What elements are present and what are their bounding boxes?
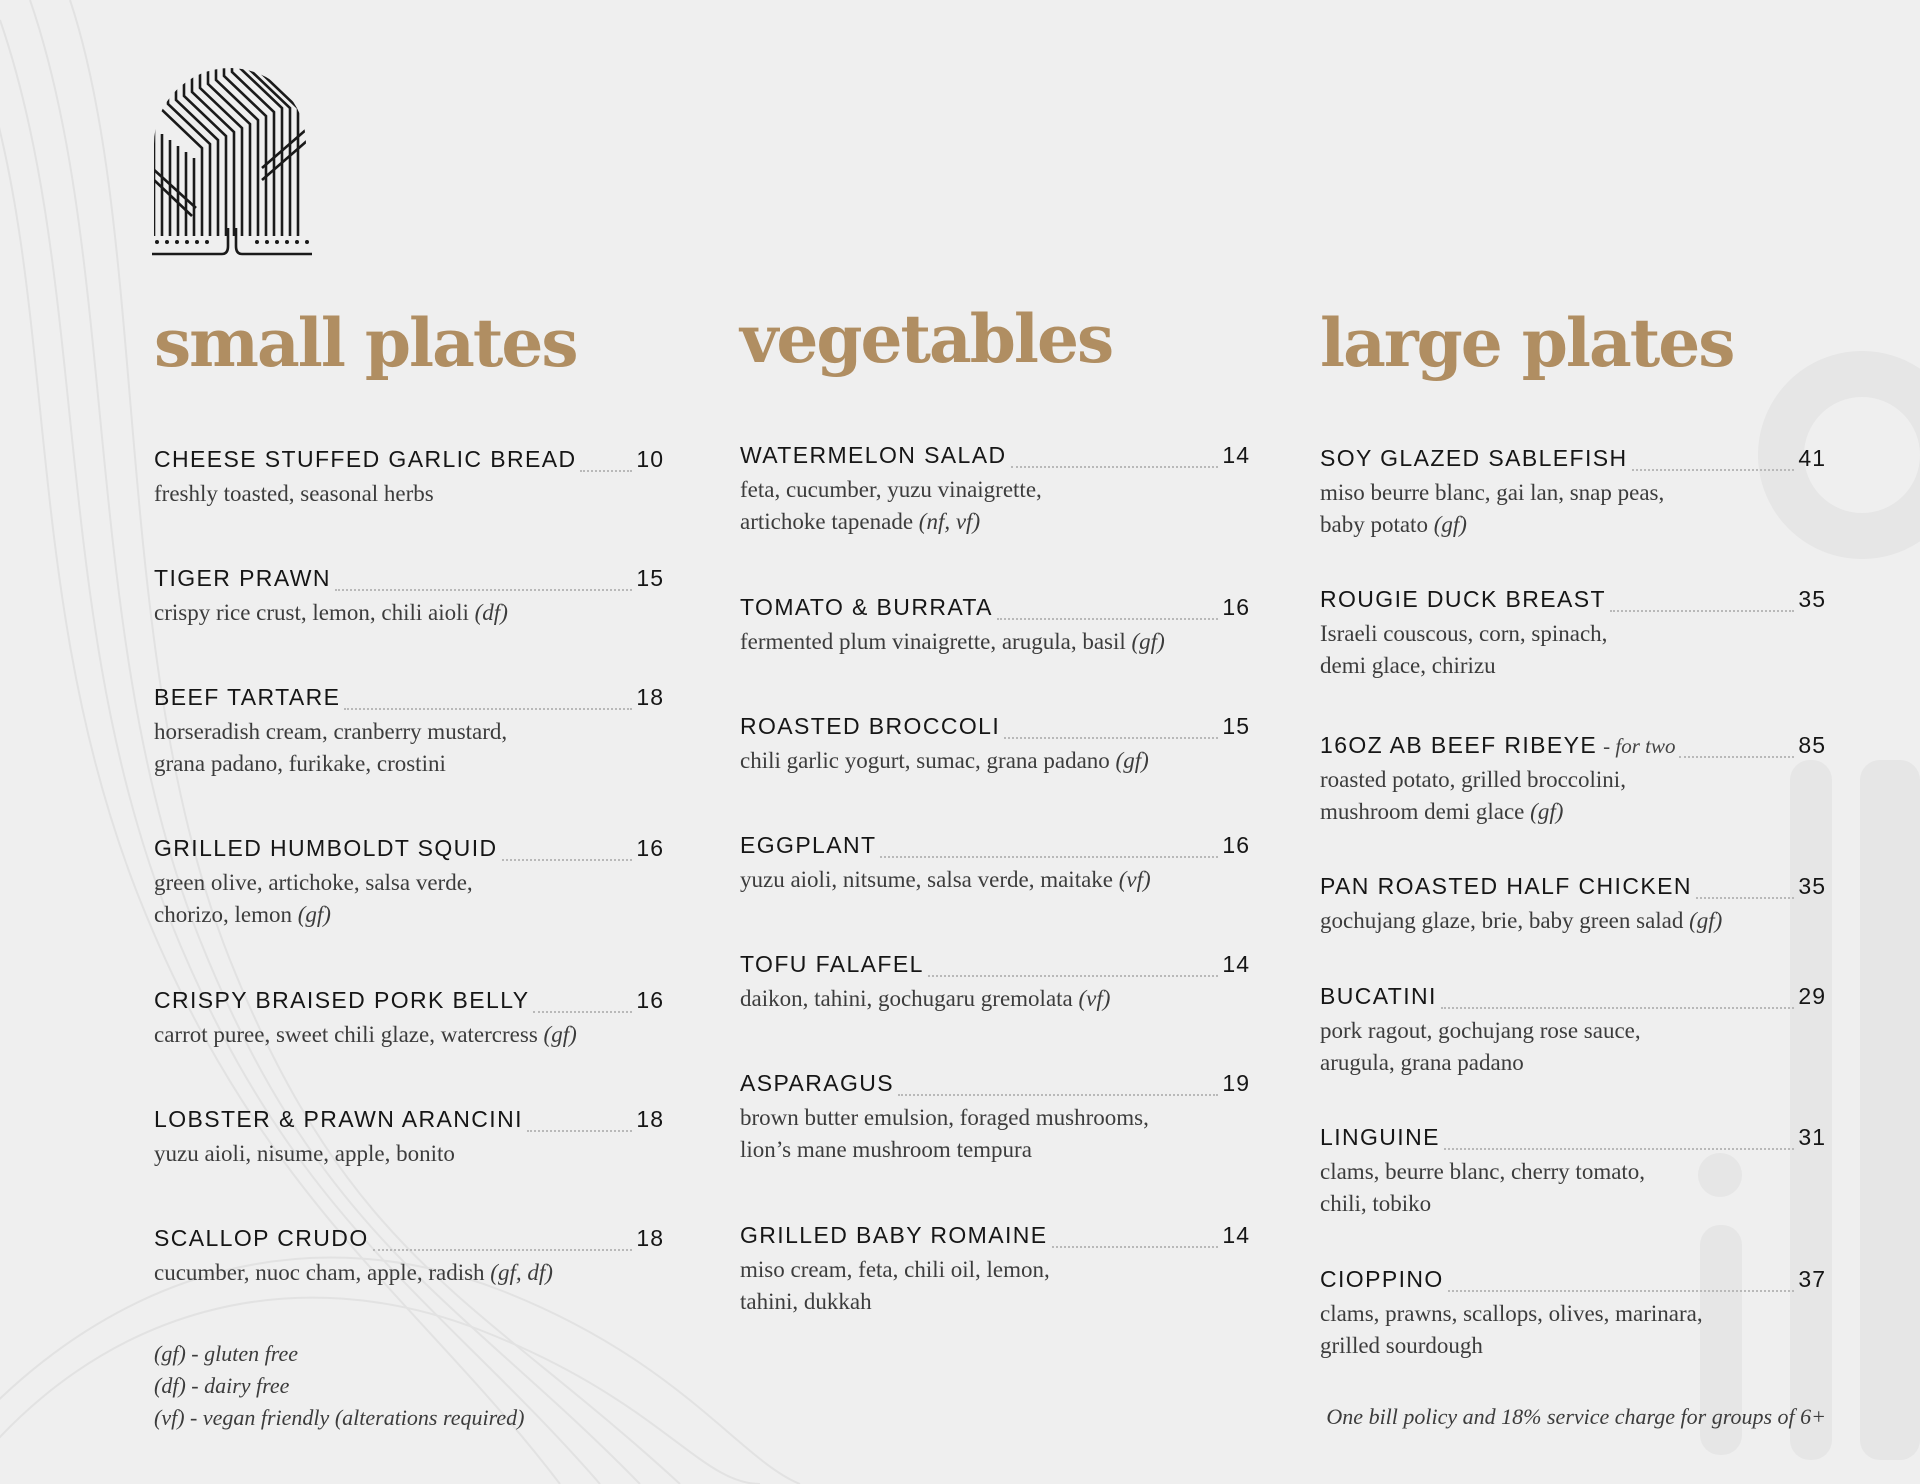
item-description: daikon, tahini, gochugaru gremolata (vf)	[740, 986, 1111, 1011]
large-plates-title: large plates	[1320, 304, 1734, 382]
item-price: 18	[636, 1225, 664, 1251]
item-price: 41	[1798, 445, 1826, 471]
item-name: CIOPPINO	[1320, 1266, 1444, 1292]
item-description: gochujang glaze, brie, baby green salad (gf)	[1320, 908, 1723, 933]
item-description: clams, prawns, scallops, olives, marinara, grilled sourdough	[1320, 1301, 1703, 1358]
menu-item	[154, 987, 664, 1051]
item-price: 15	[1222, 713, 1250, 739]
dietary-tag: (nf, vf)	[918, 509, 981, 534]
menu-item	[740, 713, 1250, 777]
menu-item	[1320, 983, 1826, 1079]
dietary-legend	[154, 1338, 524, 1434]
item-name: ASPARAGUS	[740, 1070, 895, 1096]
item-description: fermented plum vinaigrette, arugula, basil (gf)	[740, 629, 1165, 654]
item-price: 14	[1222, 442, 1250, 468]
leader-dots	[898, 1094, 1218, 1096]
item-price: 16	[1222, 594, 1250, 620]
leader-dots	[335, 589, 633, 591]
item-price: 15	[636, 565, 664, 591]
serving-note: - for two	[1603, 734, 1676, 758]
menu-item	[154, 446, 664, 510]
item-name: BUCATINI	[1320, 983, 1437, 1009]
legend-line: (gf) - gluten free	[154, 1341, 298, 1366]
restaurant-logo	[152, 68, 312, 258]
small-plates-title: small plates	[154, 304, 577, 382]
dietary-tag: (gf)	[1131, 629, 1165, 654]
item-name: ROASTED BROCCOLI	[740, 713, 1001, 739]
item-name: TOFU FALAFEL	[740, 951, 924, 977]
item-description: Israeli couscous, corn, spinach, demi glace, chirizu	[1320, 621, 1608, 678]
item-price: 16	[1222, 832, 1250, 858]
item-price: 35	[1798, 873, 1826, 899]
vegetables-title: vegetables	[740, 300, 1113, 378]
item-price: 29	[1798, 983, 1826, 1009]
item-name: GRILLED BABY ROMAINE	[740, 1222, 1048, 1248]
menu-item	[740, 442, 1250, 538]
dietary-tag: (gf)	[1433, 512, 1467, 537]
item-name: EGGPLANT	[740, 832, 877, 858]
leader-dots	[502, 859, 633, 861]
dietary-tag: (gf)	[1530, 799, 1564, 824]
item-description: green olive, artichoke, salsa verde, chorizo, lemon (gf)	[154, 870, 473, 927]
leader-dots	[997, 618, 1219, 620]
item-description: brown butter emulsion, foraged mushrooms, lion’s mane mushroom tempura	[740, 1105, 1149, 1162]
item-description: horseradish cream, cranberry mustard, grana padano, furikake, crostini	[154, 719, 508, 776]
leader-dots	[533, 1011, 632, 1013]
item-name: TOMATO & BURRATA	[740, 594, 993, 620]
item-name: CHEESE STUFFED GARLIC BREAD	[154, 446, 577, 472]
leader-dots	[527, 1130, 633, 1132]
item-price: 14	[1222, 1222, 1250, 1248]
item-name: GRILLED HUMBOLDT SQUID	[154, 835, 498, 861]
leader-dots	[880, 856, 1218, 858]
item-description: chili garlic yogurt, sumac, grana padano (gf)	[740, 748, 1149, 773]
item-name: BEEF TARTARE	[154, 684, 341, 710]
item-price: 16	[636, 987, 664, 1013]
item-description: miso cream, feta, chili oil, lemon, tahini, dukkah	[740, 1257, 1050, 1314]
menu-item	[1320, 1266, 1826, 1362]
item-description: clams, beurre blanc, cherry tomato, chili, tobiko	[1320, 1159, 1646, 1216]
item-name: LINGUINE	[1320, 1124, 1440, 1150]
menu-item	[1320, 445, 1826, 541]
menu-item	[154, 1106, 664, 1170]
leader-dots	[344, 708, 632, 710]
menu-item	[740, 1070, 1250, 1166]
legend-line: (df) - dairy free	[154, 1373, 290, 1398]
item-name: TIGER PRAWN	[154, 565, 331, 591]
item-description: yuzu aioli, nitsume, salsa verde, maitake (vf)	[740, 867, 1151, 892]
menu-item	[1320, 586, 1826, 682]
menu-item	[154, 684, 664, 780]
item-description: carrot puree, sweet chili glaze, watercress (gf)	[154, 1022, 577, 1047]
leader-dots	[1679, 756, 1794, 758]
item-description: yuzu aioli, nisume, apple, bonito	[154, 1141, 455, 1166]
leader-dots	[1441, 1007, 1795, 1009]
item-price: 19	[1222, 1070, 1250, 1096]
item-description: feta, cucumber, yuzu vinaigrette, artichoke tapenade (nf, vf)	[740, 477, 1042, 534]
menu-item	[740, 594, 1250, 658]
legend-line: (vf) - vegan friendly (alterations required)	[154, 1405, 525, 1430]
leader-dots	[1448, 1290, 1795, 1292]
dietary-tag: (gf)	[1115, 748, 1149, 773]
item-price: 37	[1798, 1266, 1826, 1292]
leader-dots	[1632, 469, 1795, 471]
leader-dots	[373, 1249, 633, 1251]
dietary-tag: (gf)	[543, 1022, 577, 1047]
menu-item	[740, 951, 1250, 1015]
dietary-tag: (gf, df)	[490, 1260, 553, 1285]
item-name: 16OZ AB BEEF RIBEYE	[1320, 732, 1598, 758]
item-name: CRISPY BRAISED PORK BELLY	[154, 987, 530, 1013]
dietary-tag: (vf)	[1118, 867, 1151, 892]
menu-item	[154, 835, 664, 931]
dietary-tag: (vf)	[1078, 986, 1111, 1011]
menu-item	[1320, 873, 1826, 937]
item-name: SOY GLAZED SABLEFISH	[1320, 445, 1628, 471]
item-price: 18	[636, 1106, 664, 1132]
item-price: 18	[636, 684, 664, 710]
item-description: miso beurre blanc, gai lan, snap peas, baby potato (gf)	[1320, 480, 1665, 537]
item-price: 35	[1798, 586, 1826, 612]
leader-dots	[1004, 737, 1218, 739]
item-price: 14	[1222, 951, 1250, 977]
menu-item	[740, 832, 1250, 896]
item-name: PAN ROASTED HALF CHICKEN	[1320, 873, 1692, 899]
group-policy-note: One bill policy and 18% service charge for groups of 6+	[1326, 1404, 1826, 1429]
menu-item	[154, 565, 664, 629]
item-price: 10	[636, 446, 664, 472]
item-description: crispy rice crust, lemon, chili aioli (df)	[154, 600, 508, 625]
menu-item	[154, 1225, 664, 1289]
menu-item	[1320, 1124, 1826, 1220]
item-name: LOBSTER & PRAWN ARANCINI	[154, 1106, 523, 1132]
menu-item	[1320, 732, 1826, 828]
item-price: 16	[636, 835, 664, 861]
leader-dots	[1610, 610, 1795, 612]
dietary-tag: (gf)	[1689, 908, 1723, 933]
item-name: SCALLOP CRUDO	[154, 1225, 369, 1251]
menu-item	[740, 1222, 1250, 1318]
item-description: freshly toasted, seasonal herbs	[154, 481, 434, 506]
item-description: pork ragout, gochujang rose sauce, arugula, grana padano	[1320, 1018, 1641, 1075]
item-name: WATERMELON SALAD	[740, 442, 1007, 468]
leader-dots	[1696, 897, 1795, 899]
leader-dots	[928, 975, 1219, 977]
item-description: roasted potato, grilled broccolini, mushroom demi glace (gf)	[1320, 767, 1626, 824]
item-description: cucumber, nuoc cham, apple, radish (gf, df)	[154, 1260, 553, 1285]
leader-dots	[1011, 466, 1219, 468]
leader-dots	[580, 470, 632, 472]
item-name: ROUGIE DUCK BREAST	[1320, 586, 1606, 612]
leader-dots	[1444, 1148, 1795, 1150]
leader-dots	[1052, 1246, 1219, 1248]
dietary-tag: (df)	[474, 600, 508, 625]
item-price: 31	[1798, 1124, 1826, 1150]
item-price: 85	[1798, 732, 1826, 758]
dietary-tag: (gf)	[297, 902, 331, 927]
